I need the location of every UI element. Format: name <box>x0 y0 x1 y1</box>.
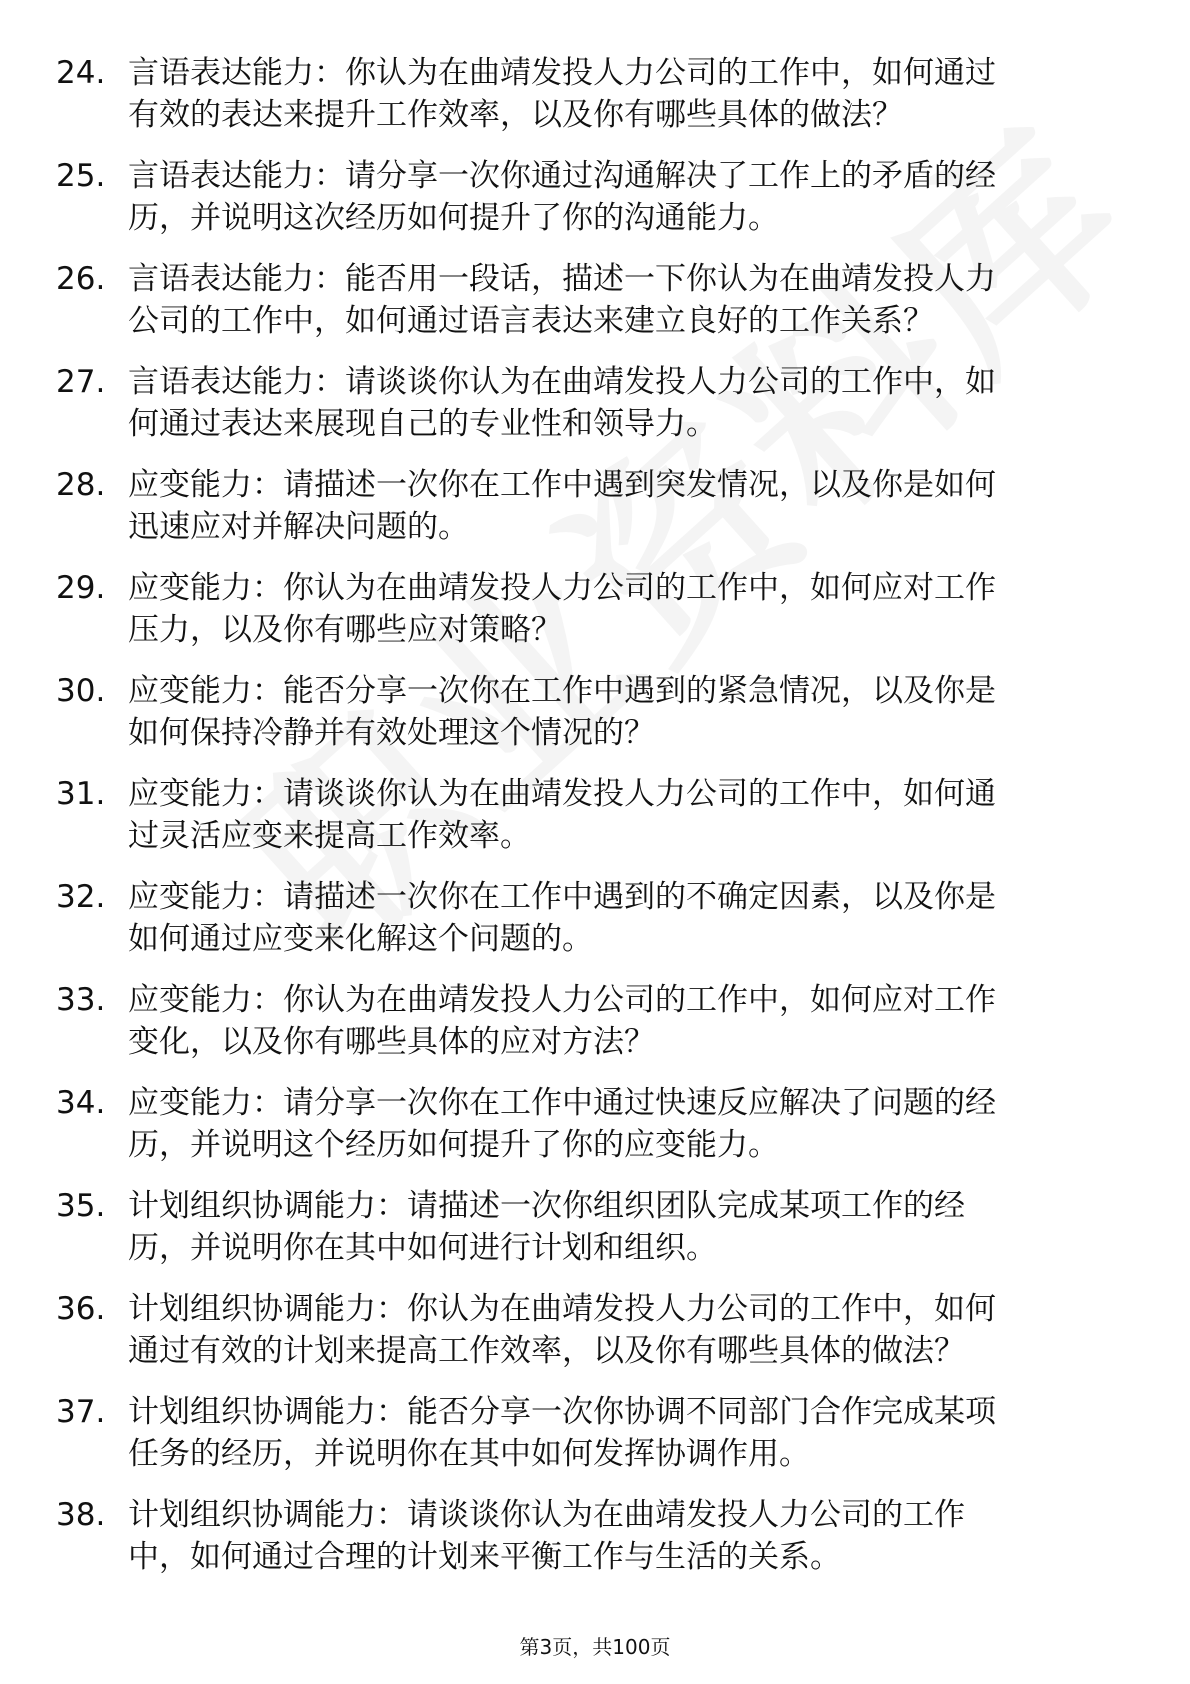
question-number: 25. <box>56 158 106 194</box>
question-text-line: 计划组织协调能力：请谈谈你认为在曲靖发投人力公司的工作 <box>128 1497 965 1533</box>
question-text <box>128 567 1118 651</box>
question-text-line: 应变能力：你认为在曲靖发投人力公司的工作中，如何应对工作 <box>128 982 996 1018</box>
question-text-line: 言语表达能力：能否用一段话，描述一下你认为在曲靖发投人力 <box>128 261 996 297</box>
question-text <box>128 876 1118 960</box>
question-item <box>0 258 1190 361</box>
question-text-line: 压力，以及你有哪些应对策略？ <box>128 612 562 648</box>
question-text-line: 通过有效的计划来提高工作效率，以及你有哪些具体的做法？ <box>128 1333 965 1369</box>
question-text-line: 过灵活应变来提高工作效率。 <box>128 818 531 854</box>
question-text-line: 有效的表达来提升工作效率，以及你有哪些具体的做法？ <box>128 97 903 133</box>
question-text <box>128 1185 1118 1269</box>
question-text <box>128 1288 1118 1372</box>
question-text-line: 何通过表达来展现自己的专业性和领导力。 <box>128 406 717 442</box>
question-item <box>0 773 1190 876</box>
question-number: 38. <box>56 1497 106 1533</box>
question-text-line: 迅速应对并解决问题的。 <box>128 509 469 545</box>
question-item <box>0 464 1190 567</box>
question-text <box>128 979 1118 1063</box>
question-number: 24. <box>56 55 106 91</box>
question-item <box>0 155 1190 258</box>
question-text-line: 计划组织协调能力：请描述一次你组织团队完成某项工作的经 <box>128 1188 965 1224</box>
question-text-line: 言语表达能力：请分享一次你通过沟通解决了工作上的矛盾的经 <box>128 158 996 194</box>
question-number: 30. <box>56 673 106 709</box>
question-list <box>0 52 1190 1597</box>
question-text-line: 应变能力：请描述一次你在工作中遇到突发情况，以及你是如何 <box>128 467 996 503</box>
question-number: 27. <box>56 364 106 400</box>
question-number: 35. <box>56 1188 106 1224</box>
question-item <box>0 567 1190 670</box>
question-text <box>128 1082 1118 1166</box>
question-item <box>0 1082 1190 1185</box>
question-item <box>0 1288 1190 1391</box>
question-text <box>128 773 1118 857</box>
question-text <box>128 464 1118 548</box>
question-item <box>0 876 1190 979</box>
question-text-line: 应变能力：能否分享一次你在工作中遇到的紧急情况，以及你是 <box>128 673 996 709</box>
question-text-line: 应变能力：请描述一次你在工作中遇到的不确定因素，以及你是 <box>128 879 996 915</box>
question-text-line: 历，并说明这个经历如何提升了你的应变能力。 <box>128 1127 779 1163</box>
question-text-line: 历，并说明你在其中如何进行计划和组织。 <box>128 1230 717 1266</box>
question-item <box>0 979 1190 1082</box>
question-text-line: 如何通过应变来化解这个问题的。 <box>128 921 593 957</box>
question-number: 29. <box>56 570 106 606</box>
question-text-line: 计划组织协调能力：你认为在曲靖发投人力公司的工作中，如何 <box>128 1291 996 1327</box>
page-footer: 第3页，共100页 <box>519 1635 671 1659</box>
question-item <box>0 1185 1190 1288</box>
question-number: 37. <box>56 1394 106 1430</box>
question-text-line: 中，如何通过合理的计划来平衡工作与生活的关系。 <box>128 1539 841 1575</box>
question-number: 26. <box>56 261 106 297</box>
question-item <box>0 361 1190 464</box>
question-text <box>128 258 1118 342</box>
question-text-line: 言语表达能力：你认为在曲靖发投人力公司的工作中，如何通过 <box>128 55 996 91</box>
question-text <box>128 670 1118 754</box>
question-text-line: 应变能力：请谈谈你认为在曲靖发投人力公司的工作中，如何通 <box>128 776 996 812</box>
question-text <box>128 155 1118 239</box>
question-text-line: 历，并说明这次经历如何提升了你的沟通能力。 <box>128 200 779 236</box>
question-text <box>128 361 1118 445</box>
question-text <box>128 1391 1118 1475</box>
question-text-line: 言语表达能力：请谈谈你认为在曲靖发投人力公司的工作中，如 <box>128 364 996 400</box>
question-number: 33. <box>56 982 106 1018</box>
question-text-line: 任务的经历，并说明你在其中如何发挥协调作用。 <box>128 1436 810 1472</box>
question-item <box>0 1391 1190 1494</box>
question-text-line: 应变能力：你认为在曲靖发投人力公司的工作中，如何应对工作 <box>128 570 996 606</box>
question-text-line: 公司的工作中，如何通过语言表达来建立良好的工作关系？ <box>128 303 934 339</box>
question-number: 34. <box>56 1085 106 1121</box>
question-number: 32. <box>56 879 106 915</box>
question-text-line: 计划组织协调能力：能否分享一次你协调不同部门合作完成某项 <box>128 1394 996 1430</box>
question-item <box>0 1494 1190 1597</box>
question-text <box>128 1494 1118 1578</box>
question-text-line: 变化，以及你有哪些具体的应对方法？ <box>128 1024 655 1060</box>
question-text-line: 如何保持冷静并有效处理这个情况的？ <box>128 715 655 751</box>
question-number: 28. <box>56 467 106 503</box>
question-text-line: 应变能力：请分享一次你在工作中通过快速反应解决了问题的经 <box>128 1085 996 1121</box>
question-item <box>0 670 1190 773</box>
question-text <box>128 52 1118 136</box>
question-number: 36. <box>56 1291 106 1327</box>
question-number: 31. <box>56 776 106 812</box>
question-item <box>0 52 1190 155</box>
